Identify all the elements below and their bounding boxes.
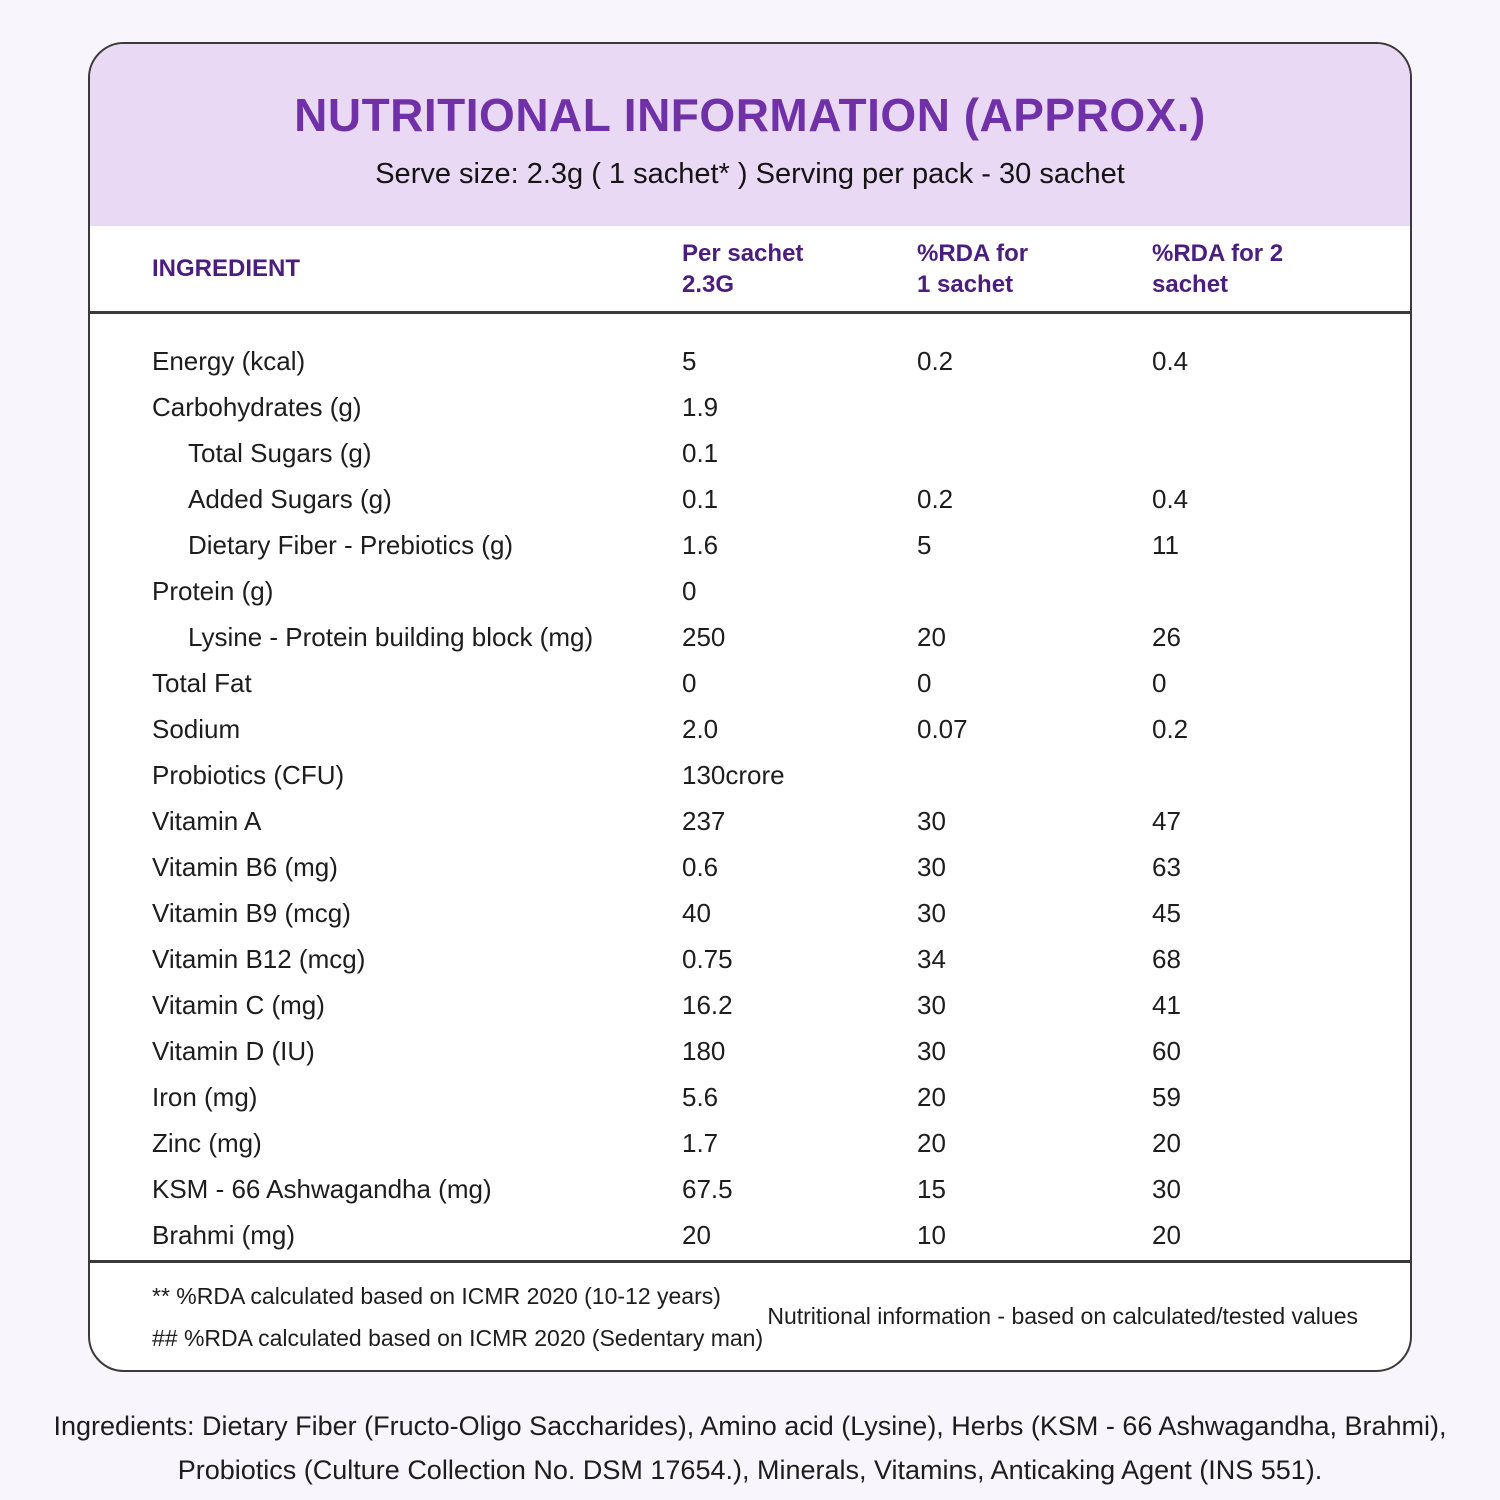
rda-2-sachet-value: 59 [1152, 1081, 1181, 1112]
footnotes-section [90, 1260, 1410, 1370]
rda-2-sachet-value: 26 [1152, 621, 1181, 652]
column-header-label: INGREDIENT [152, 255, 301, 282]
per-sachet-value: 0 [682, 667, 697, 698]
column-header-label: sachet [1152, 270, 1229, 298]
rda-2-sachet-value: 60 [1152, 1035, 1181, 1066]
rda-footnote-line: ## %RDA calculated based on ICMR 2020 (Sedentary man) [152, 1324, 764, 1351]
per-sachet-value: 2.0 [682, 713, 719, 744]
per-sachet-value: 20 [682, 1219, 711, 1250]
ingredient-name: Sodium [152, 713, 241, 744]
ingredient-name: Dietary Fiber - Prebiotics (g) [188, 529, 514, 560]
ingredient-name: Total Fat [152, 667, 252, 698]
column-header-label: %RDA for 2 [1152, 239, 1284, 267]
rda-1-sachet-value: 30 [917, 1035, 946, 1066]
rda-1-sachet-value: 10 [917, 1219, 946, 1250]
rda-2-sachet-value: 63 [1152, 851, 1181, 882]
ingredient-name: Energy (kcal) [152, 345, 306, 376]
ingredients-line: Probiotics (Culture Collection No. DSM 17654.), Minerals, Vitamins, Anticaking Agent (INS 551). [177, 1455, 1323, 1485]
ingredient-name: Iron (mg) [152, 1081, 258, 1112]
ingredient-name: Vitamin C (mg) [152, 989, 325, 1020]
ingredient-name: Vitamin B12 (mcg) [152, 943, 366, 974]
rda-1-sachet-value: 30 [917, 851, 946, 882]
per-sachet-value: 0.75 [682, 943, 733, 974]
ingredient-name: Added Sugars (g) [188, 483, 392, 514]
per-sachet-value: 1.9 [682, 391, 719, 422]
table-row [90, 1074, 1410, 1120]
rda-1-sachet-value: 20 [917, 1081, 946, 1112]
rda-1-sachet-value: 34 [917, 943, 946, 974]
rda-2-sachet-value: 68 [1152, 943, 1181, 974]
table-row [90, 430, 1410, 476]
column-header-label: %RDA for [917, 239, 1029, 267]
rda-1-sachet-value: 20 [917, 1127, 946, 1158]
table-row [90, 1212, 1410, 1258]
table-row [90, 568, 1410, 614]
ingredient-name: Vitamin B6 (mg) [152, 851, 338, 882]
per-sachet-value: 5 [682, 345, 697, 376]
table-row [90, 522, 1410, 568]
ingredient-name: Vitamin B9 (mcg) [152, 897, 351, 928]
per-sachet-value: 5.6 [682, 1081, 719, 1112]
rda-1-sachet-value: 15 [917, 1173, 946, 1204]
per-sachet-value: 16.2 [682, 989, 733, 1020]
column-header-rda-1-sachet [917, 238, 1152, 300]
rda-footnote-line: ** %RDA calculated based on ICMR 2020 (10-12 years) [152, 1282, 721, 1309]
column-header-per-sachet [682, 238, 917, 300]
ingredients-list [0, 1404, 1500, 1492]
table-row [90, 338, 1410, 384]
table-row [90, 706, 1410, 752]
rda-1-sachet-value: 0.2 [917, 483, 954, 514]
ingredient-name: Vitamin A [152, 805, 262, 836]
card-header [90, 44, 1410, 226]
column-header-label: Per sachet [682, 239, 804, 267]
ingredients-line: Ingredients: Dietary Fiber (Fructo-Oligo Saccharides), Amino acid (Lysine), Herbs (KSM - 66 Ashwagandha, Brahmi), [53, 1411, 1447, 1441]
table-row [90, 982, 1410, 1028]
column-header-label: 1 sachet [917, 270, 1014, 298]
rda-1-sachet-value: 0.2 [917, 345, 954, 376]
table-row [90, 752, 1410, 798]
nutrition-table-body [90, 314, 1410, 1260]
per-sachet-value: 130crore [682, 759, 785, 790]
per-sachet-value: 250 [682, 621, 726, 652]
table-row [90, 890, 1410, 936]
ingredient-name: KSM - 66 Ashwagandha (mg) [152, 1173, 492, 1204]
rda-2-sachet-value: 0.2 [1152, 713, 1189, 744]
serving-info: Serve size: 2.3g ( 1 sachet* ) Serving per pack - 30 sachet [375, 158, 1125, 190]
ingredient-name: Lysine - Protein building block (mg) [188, 621, 594, 652]
rda-1-sachet-value: 20 [917, 621, 946, 652]
rda-1-sachet-value: 0 [917, 667, 932, 698]
ingredient-name: Carbohydrates (g) [152, 391, 362, 422]
ingredient-name: Probiotics (CFU) [152, 759, 345, 790]
rda-2-sachet-value: 30 [1152, 1173, 1181, 1204]
table-row [90, 798, 1410, 844]
rda-2-sachet-value: 20 [1152, 1219, 1181, 1250]
ingredient-name: Protein (g) [152, 575, 274, 606]
per-sachet-value: 0.1 [682, 483, 719, 514]
per-sachet-value: 237 [682, 805, 726, 836]
rda-2-sachet-value: 47 [1152, 805, 1181, 836]
page-title: NUTRITIONAL INFORMATION (APPROX.) [294, 89, 1206, 141]
column-header-label: 2.3G [682, 270, 735, 298]
table-row [90, 936, 1410, 982]
table-row [90, 614, 1410, 660]
per-sachet-value: 0 [682, 575, 697, 606]
per-sachet-value: 67.5 [682, 1173, 733, 1204]
rda-2-sachet-value: 11 [1152, 529, 1179, 560]
rda-1-sachet-value: 5 [917, 529, 932, 560]
table-header-row [90, 226, 1410, 314]
per-sachet-value: 40 [682, 897, 711, 928]
ingredient-name: Total Sugars (g) [188, 437, 372, 468]
ingredient-name: Zinc (mg) [152, 1127, 262, 1158]
rda-1-sachet-value: 30 [917, 897, 946, 928]
table-row [90, 384, 1410, 430]
rda-2-sachet-value: 0.4 [1152, 483, 1189, 514]
per-sachet-value: 180 [682, 1035, 726, 1066]
rda-1-sachet-value: 30 [917, 805, 946, 836]
rda-2-sachet-value: 41 [1152, 989, 1181, 1020]
column-header-rda-2-sachet [1152, 238, 1410, 300]
per-sachet-value: 0.1 [682, 437, 719, 468]
rda-2-sachet-value: 45 [1152, 897, 1181, 928]
ingredient-name: Vitamin D (IU) [152, 1035, 315, 1066]
ingredient-name: Brahmi (mg) [152, 1219, 296, 1250]
table-row [90, 1120, 1410, 1166]
rda-2-sachet-value: 20 [1152, 1127, 1181, 1158]
table-row [90, 660, 1410, 706]
table-row [90, 1028, 1410, 1074]
rda-1-sachet-value: 30 [917, 989, 946, 1020]
table-row [90, 476, 1410, 522]
table-row [90, 1166, 1410, 1212]
nutrition-facts-card [88, 42, 1412, 1372]
rda-1-sachet-value: 0.07 [917, 713, 968, 744]
per-sachet-value: 0.6 [682, 851, 719, 882]
per-sachet-value: 1.6 [682, 529, 719, 560]
column-header-ingredient [152, 253, 682, 284]
per-sachet-value: 1.7 [682, 1127, 719, 1158]
rda-2-sachet-value: 0.4 [1152, 345, 1189, 376]
rda-footnotes [152, 1275, 763, 1359]
table-row [90, 844, 1410, 890]
values-source-note: Nutritional information - based on calculated/tested values [767, 1303, 1358, 1329]
rda-2-sachet-value: 0 [1152, 667, 1167, 698]
